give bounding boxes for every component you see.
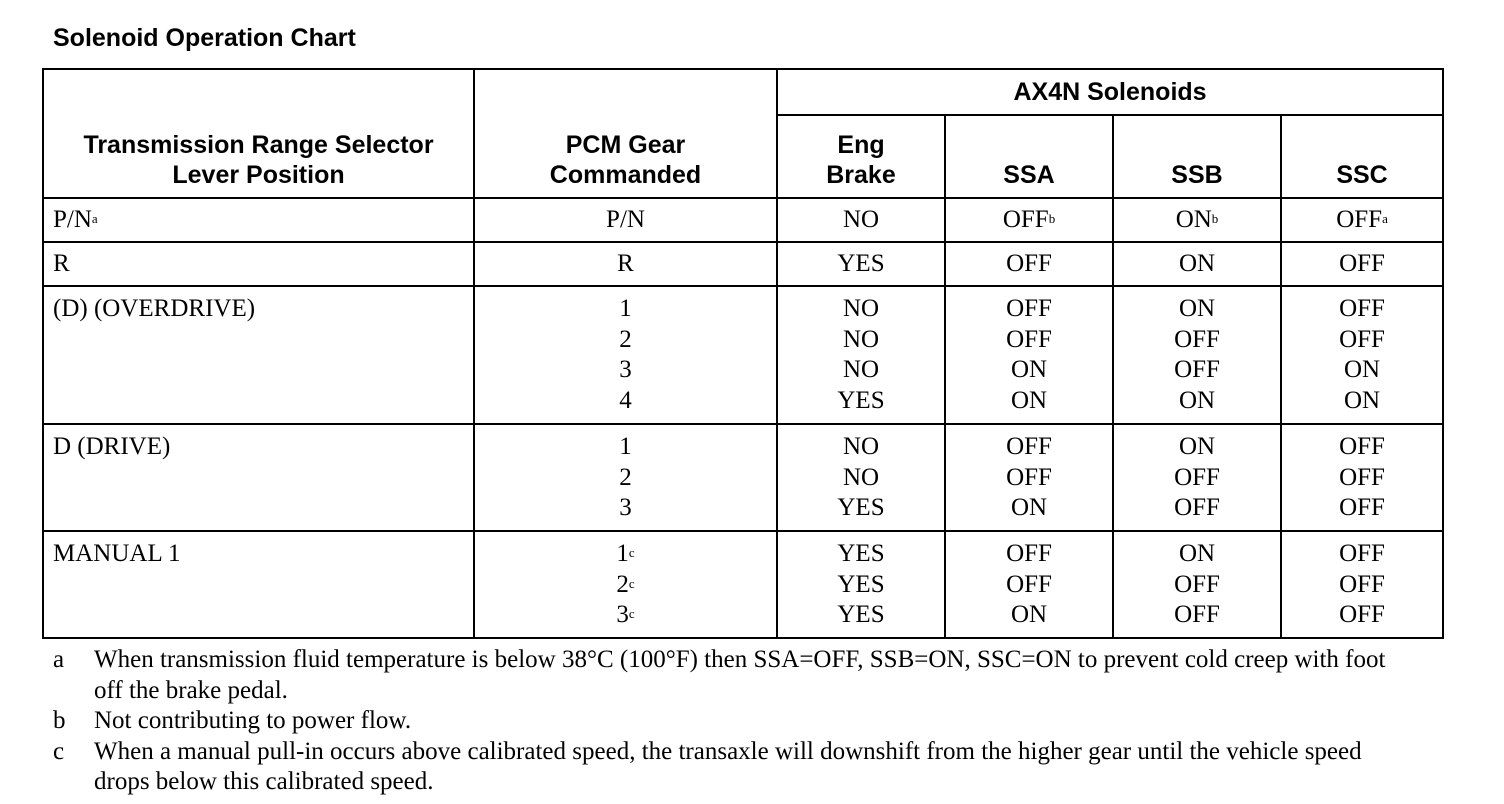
footnote-mark: b [53,707,66,734]
ssa-value [946,294,1112,325]
ssa-cell [945,198,1113,242]
eng-brake-value: YES [837,494,885,522]
ssb-cell [1113,424,1281,531]
ssb-value-text: OFF [1174,356,1220,384]
ssc-value-text: OFF [1339,570,1385,598]
ssc-value-text: OFF [1339,601,1385,629]
eng-brake-value: NO [842,325,880,353]
ssb-cell [1113,531,1281,638]
ssa-value-text: ON [1010,387,1048,415]
ssc-value-text: OFF [1339,250,1385,277]
footnote-mark: a [53,646,65,673]
table-row [43,198,1443,242]
pcm-gear-cell [474,531,777,638]
table-body [43,198,1443,638]
eng-brake-cell [777,242,945,286]
ssa-value [946,249,1112,279]
header-pcm-gear [474,69,777,198]
lever-position: P/N [53,206,92,233]
footnote-mark: c [53,737,65,765]
ssc-cell [1281,286,1443,424]
eng-brake-cell [777,424,945,531]
ssb-value [1114,325,1280,356]
ssc-value-text: OFF [1339,463,1385,491]
ssc-cell [1281,531,1443,638]
header-pcm-gear-line2: Commanded [549,161,702,189]
ssc-value [1282,249,1442,279]
ssc-value [1282,463,1442,494]
eng-brake-value: YES [837,387,885,415]
lever-position-cell [43,286,474,424]
pcm-gear-value-text: 2 [616,570,629,598]
header-pcm-gear-line1: PCM Gear [565,131,686,159]
header-eng-line1: Eng [837,131,885,159]
footnote-text: When transmission fluid temperature is below 38°C (100°F) then SSA=OFF, SSB=ON, SSC=ON to prevent cold creep with foot off the brake pedal. [94,646,1386,704]
ssc-value-text: ON [1343,356,1381,384]
pcm-gear-value-text: 2 [619,463,632,491]
header-eng-brake [777,115,945,198]
footnote-marker: b [1211,211,1219,226]
ssb-value-text: ON [1178,539,1216,567]
ssa-value [946,463,1112,494]
footnote-marker: c [628,575,635,591]
lever-position-cell [43,198,474,242]
lever-position: R [53,250,70,277]
pcm-gear-value-text: 1 [619,295,632,322]
header-ssb: SSB [1113,115,1281,198]
ssa-value-text: OFF [1006,463,1052,491]
header-ax4n-solenoids: AX4N Solenoids [777,69,1443,115]
ssb-value-text: OFF [1174,463,1220,491]
ssb-value [1114,463,1280,494]
eng-brake-value: YES [837,601,885,629]
ssb-value-text: ON [1178,387,1216,415]
pcm-gear-value-text: 3 [619,494,632,522]
eng-brake-value: YES [837,570,885,598]
ssc-value [1282,205,1442,235]
ssc-value-text: ON [1343,387,1381,415]
eng-brake-cell [777,531,945,638]
pcm-gear-value [475,570,776,601]
page-title: Solenoid Operation Chart [53,24,356,52]
ssc-value [1282,355,1442,386]
ssb-cell [1113,198,1281,242]
lever-position-cell [43,242,474,286]
ssc-value [1282,600,1442,631]
lever-position: MANUAL 1 [53,539,181,567]
ssb-value [1114,386,1280,417]
ssb-value [1114,432,1280,463]
ssa-value [946,493,1112,524]
ssc-cell [1281,198,1443,242]
ssa-value [946,355,1112,386]
pcm-gear-value-text: R [617,250,634,277]
eng-brake-value: YES [837,539,885,567]
pcm-gear-value-text: 1 [616,539,629,567]
ssc-value [1282,493,1442,524]
ssb-value-text: OFF [1174,570,1220,598]
eng-brake-value: NO [842,295,880,322]
pcm-gear-cell [474,242,777,286]
pcm-gear-value [475,432,776,463]
header-ssc: SSC [1281,115,1443,198]
lever-position: (D) (OVERDRIVE) [53,295,256,322]
ssa-value-text: OFF [1006,250,1052,277]
ssc-value [1282,570,1442,601]
ssb-cell [1113,242,1281,286]
ssa-cell [945,286,1113,424]
ssb-value-text: OFF [1174,325,1220,353]
ssb-value-text: ON [1178,250,1216,277]
eng-brake-value: NO [842,206,880,233]
ssa-value [946,205,1112,235]
ssb-value [1114,249,1280,279]
ssa-value-text: ON [1010,494,1048,522]
footnote-marker: a [1382,211,1388,226]
ssb-value [1114,355,1280,386]
ssc-value-text: OFF [1339,539,1385,567]
ssb-value-text: ON [1178,295,1216,322]
eng-brake-value: NO [842,356,880,384]
ssa-value [946,600,1112,631]
pcm-gear-value [475,386,776,417]
ssa-value-text: OFF [1002,206,1049,233]
ssc-value-text: OFF [1339,325,1385,353]
ssb-value-text: OFF [1174,601,1220,629]
ssa-cell [945,424,1113,531]
lever-position-cell [43,531,474,638]
pcm-gear-value-text: 2 [619,325,632,353]
pcm-gear-cell [474,198,777,242]
footnote-marker: c [628,606,635,622]
eng-brake-cell [777,198,945,242]
ssa-value [946,325,1112,356]
pcm-gear-value [475,493,776,524]
ssc-value-text: OFF [1339,432,1385,460]
solenoid-operation-table [42,68,1444,639]
ssa-value [946,386,1112,417]
ssc-value [1282,386,1442,417]
pcm-gear-value [475,249,776,279]
pcm-gear-value [475,325,776,356]
pcm-gear-value [475,539,776,570]
ssa-value-text: OFF [1006,295,1052,322]
footnote-marker: b [1048,211,1056,226]
pcm-gear-value [475,205,776,235]
ssb-value [1114,570,1280,601]
ssb-value [1114,493,1280,524]
pcm-gear-value [475,294,776,325]
header-ssa: SSA [945,115,1113,198]
pcm-gear-value-text: P/N [606,206,645,233]
ssa-value [946,539,1112,570]
ssa-cell [945,242,1113,286]
ssa-value [946,570,1112,601]
eng-brake-value: NO [842,432,880,460]
pcm-gear-cell [474,424,777,531]
ssa-value-text: OFF [1006,325,1052,353]
footnote-a [53,645,1413,706]
footnote-marker: c [628,544,635,560]
ssa-cell [945,531,1113,638]
pcm-gear-value [475,600,776,631]
table-row [43,531,1443,638]
ssa-value-text: OFF [1006,539,1052,567]
pcm-gear-value-text: 3 [616,601,629,629]
table-row [43,286,1443,424]
ssc-cell [1281,424,1443,531]
header-eng-line2: Brake [826,161,896,189]
ssa-value [946,432,1112,463]
ssb-value-text: ON [1175,206,1212,233]
footnote-text: Not contributing to power flow. [94,707,412,734]
footnote-c [53,737,1413,798]
ssb-value [1114,539,1280,570]
ssb-value [1114,600,1280,631]
ssc-value-text: OFF [1339,494,1385,522]
pcm-gear-value-text: 4 [619,387,632,415]
ssc-value-text: OFF [1336,206,1383,233]
footnote-text: When a manual pull-in occurs above calibrated speed, the transaxle will downshift from the higher gear until the vehicle speed drops below this calibrated speed. [94,737,1362,795]
ssc-value [1282,539,1442,570]
table-row [43,424,1443,531]
ssc-value [1282,325,1442,356]
pcm-gear-value [475,355,776,386]
pcm-gear-value [475,463,776,494]
ssb-value [1114,205,1280,235]
ssc-cell [1281,242,1443,286]
header-range-selector [43,69,474,198]
footnote-b [53,706,1413,737]
footnotes [53,645,1413,798]
header-range-selector-line1: Transmission Range Selector [83,131,434,159]
header-range-selector-line2: Lever Position [172,161,345,189]
lever-position-cell [43,424,474,531]
eng-brake-value: NO [842,463,880,491]
table-row [43,242,1443,286]
pcm-gear-value-text: 1 [619,432,632,460]
ssb-cell [1113,286,1281,424]
eng-brake-value: YES [837,250,885,277]
ssa-value-text: OFF [1006,570,1052,598]
pcm-gear-value-text: 3 [619,356,632,384]
ssc-value [1282,294,1442,325]
pcm-gear-cell [474,286,777,424]
footnote-marker: a [91,211,98,226]
ssa-value-text: OFF [1006,432,1052,460]
ssb-value-text: OFF [1174,494,1220,522]
ssb-value-text: ON [1178,432,1216,460]
ssa-value-text: ON [1010,356,1048,384]
lever-position: D (DRIVE) [53,432,171,460]
ssc-value [1282,432,1442,463]
ssc-value-text: OFF [1339,295,1385,322]
ssb-value [1114,294,1280,325]
eng-brake-cell [777,286,945,424]
ssa-value-text: ON [1010,601,1048,629]
